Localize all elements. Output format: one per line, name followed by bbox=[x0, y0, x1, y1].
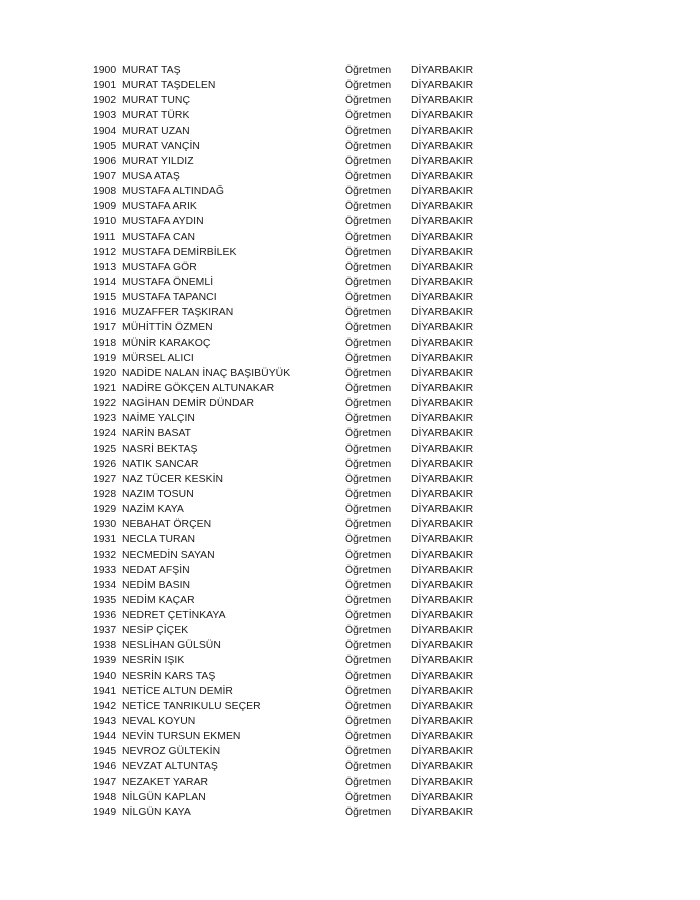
list-row bbox=[93, 63, 493, 78]
person-role: Öğretmen bbox=[345, 216, 392, 228]
list-row bbox=[93, 457, 493, 472]
person-role: Öğretmen bbox=[345, 428, 392, 440]
list-row bbox=[93, 563, 493, 578]
person-role: Öğretmen bbox=[345, 473, 392, 485]
person-name: NİLGÜN KAYA bbox=[122, 806, 191, 818]
person-name: MUSTAFA TAPANCI bbox=[122, 292, 217, 304]
person-city: DİYARBAKIR bbox=[411, 806, 474, 818]
list-row bbox=[93, 411, 493, 426]
row-number: 1930 bbox=[93, 519, 117, 531]
list-row bbox=[93, 790, 493, 805]
person-role: Öğretmen bbox=[345, 367, 392, 379]
list-row bbox=[93, 93, 493, 108]
person-role: Öğretmen bbox=[345, 746, 392, 758]
person-role: Öğretmen bbox=[345, 776, 392, 788]
person-city: DİYARBAKIR bbox=[411, 80, 474, 92]
person-role: Öğretmen bbox=[345, 231, 392, 243]
list-row bbox=[93, 472, 493, 487]
list-row bbox=[93, 578, 493, 593]
row-number: 1944 bbox=[93, 731, 117, 743]
list-row bbox=[93, 759, 493, 774]
person-city: DİYARBAKIR bbox=[411, 534, 474, 546]
person-name: MUSTAFA ARIK bbox=[122, 201, 197, 213]
person-city: DİYARBAKIR bbox=[411, 594, 474, 606]
person-role: Öğretmen bbox=[345, 806, 392, 818]
person-name: MURAT TAŞ bbox=[122, 65, 181, 76]
row-number: 1928 bbox=[93, 488, 117, 500]
row-number: 1921 bbox=[93, 382, 117, 394]
row-number: 1909 bbox=[93, 201, 117, 213]
list-row bbox=[93, 805, 493, 820]
row-number: 1925 bbox=[93, 443, 117, 455]
person-role: Öğretmen bbox=[345, 625, 392, 637]
person-name: MURAT YILDIZ bbox=[122, 155, 194, 167]
list-row bbox=[93, 729, 493, 744]
row-number: 1922 bbox=[93, 398, 117, 410]
person-city: DİYARBAKIR bbox=[411, 246, 474, 258]
row-number: 1943 bbox=[93, 716, 117, 728]
person-role: Öğretmen bbox=[345, 761, 392, 773]
list-row bbox=[93, 184, 493, 199]
person-city: DİYARBAKIR bbox=[411, 731, 474, 743]
person-city: DİYARBAKIR bbox=[411, 292, 474, 304]
person-role: Öğretmen bbox=[345, 276, 392, 288]
list-row bbox=[93, 320, 493, 335]
person-city: DİYARBAKIR bbox=[411, 473, 474, 485]
person-name: NAİME YALÇIN bbox=[122, 413, 195, 425]
person-city: DİYARBAKIR bbox=[411, 337, 474, 349]
row-number: 1929 bbox=[93, 504, 117, 516]
row-number: 1935 bbox=[93, 594, 117, 606]
row-number: 1932 bbox=[93, 549, 117, 561]
person-name: MÜHİTTİN ÖZMEN bbox=[122, 322, 213, 334]
list-row bbox=[93, 245, 493, 260]
person-role: Öğretmen bbox=[345, 716, 392, 728]
person-role: Öğretmen bbox=[345, 95, 392, 107]
list-row bbox=[93, 502, 493, 517]
person-city: DİYARBAKIR bbox=[411, 322, 474, 334]
row-number: 1915 bbox=[93, 292, 117, 304]
person-city: DİYARBAKIR bbox=[411, 776, 474, 788]
person-name: NEDİM KAÇAR bbox=[122, 594, 195, 606]
row-number: 1926 bbox=[93, 458, 117, 470]
row-number: 1914 bbox=[93, 276, 117, 288]
list-row bbox=[93, 623, 493, 638]
person-role: Öğretmen bbox=[345, 504, 392, 516]
row-number: 1910 bbox=[93, 216, 117, 228]
row-number: 1902 bbox=[93, 95, 117, 107]
person-city: DİYARBAKIR bbox=[411, 791, 474, 803]
row-number: 1907 bbox=[93, 170, 117, 182]
person-city: DİYARBAKIR bbox=[411, 700, 474, 712]
person-city: DİYARBAKIR bbox=[411, 716, 474, 728]
person-name: NESRİN IŞIK bbox=[122, 655, 185, 667]
person-role: Öğretmen bbox=[345, 791, 392, 803]
person-name: MUSTAFA GÖR bbox=[122, 261, 197, 273]
person-role: Öğretmen bbox=[345, 261, 392, 273]
person-name: NEDAT AFŞİN bbox=[122, 564, 190, 576]
person-city: DİYARBAKIR bbox=[411, 761, 474, 773]
person-city: DİYARBAKIR bbox=[411, 413, 474, 425]
person-name: MURAT TAŞDELEN bbox=[122, 80, 216, 92]
person-name: NECLA TURAN bbox=[122, 534, 196, 546]
person-name: NATIK SANCAR bbox=[122, 458, 199, 470]
person-role: Öğretmen bbox=[345, 655, 392, 667]
person-city: DİYARBAKIR bbox=[411, 428, 474, 440]
row-number: 1918 bbox=[93, 337, 117, 349]
person-role: Öğretmen bbox=[345, 458, 392, 470]
row-number: 1924 bbox=[93, 428, 117, 440]
person-name: NEDİM BASIN bbox=[122, 579, 191, 591]
person-city: DİYARBAKIR bbox=[411, 610, 474, 622]
person-name: MURAT TUNÇ bbox=[122, 95, 191, 107]
list-row bbox=[93, 108, 493, 123]
person-role: Öğretmen bbox=[345, 594, 392, 606]
person-role: Öğretmen bbox=[345, 640, 392, 652]
person-name: NEVZAT ALTUNTAŞ bbox=[122, 761, 218, 773]
list-row bbox=[93, 442, 493, 457]
list-row bbox=[93, 290, 493, 305]
person-role: Öğretmen bbox=[345, 534, 392, 546]
person-city: DİYARBAKIR bbox=[411, 276, 474, 288]
row-number: 1934 bbox=[93, 579, 117, 591]
list-row bbox=[93, 336, 493, 351]
person-role: Öğretmen bbox=[345, 670, 392, 682]
person-role: Öğretmen bbox=[345, 731, 392, 743]
list-row bbox=[93, 608, 493, 623]
list-row bbox=[93, 381, 493, 396]
person-name: MUZAFFER TAŞKIRAN bbox=[122, 307, 234, 319]
row-number: 1941 bbox=[93, 685, 117, 697]
person-role: Öğretmen bbox=[345, 170, 392, 182]
person-city: DİYARBAKIR bbox=[411, 216, 474, 228]
row-number: 1912 bbox=[93, 246, 117, 258]
person-name: MUSTAFA AYDIN bbox=[122, 216, 204, 228]
person-role: Öğretmen bbox=[345, 519, 392, 531]
list-row bbox=[93, 714, 493, 729]
person-name: NETİCE ALTUN DEMİR bbox=[122, 685, 233, 697]
person-city: DİYARBAKIR bbox=[411, 95, 474, 107]
list-row bbox=[93, 154, 493, 169]
person-name: MUSTAFA ÖNEMLİ bbox=[122, 276, 214, 288]
row-number: 1903 bbox=[93, 110, 117, 122]
person-city: DİYARBAKIR bbox=[411, 564, 474, 576]
list-row bbox=[93, 426, 493, 441]
person-name: NEBAHAT ÖRÇEN bbox=[122, 519, 212, 531]
row-number: 1905 bbox=[93, 140, 117, 152]
row-number: 1931 bbox=[93, 534, 117, 546]
person-name: NEVROZ GÜLTEKİN bbox=[122, 746, 221, 758]
list-row bbox=[93, 230, 493, 245]
list-row bbox=[93, 487, 493, 502]
row-number: 1945 bbox=[93, 746, 117, 758]
person-city: DİYARBAKIR bbox=[411, 125, 474, 137]
person-city: DİYARBAKIR bbox=[411, 685, 474, 697]
person-name: NADİRE GÖKÇEN ALTUNAKAR bbox=[122, 382, 275, 394]
person-name: NESİP ÇİÇEK bbox=[122, 625, 189, 637]
person-name: MUSTAFA CAN bbox=[122, 231, 196, 243]
list-row bbox=[93, 275, 493, 290]
row-number: 1947 bbox=[93, 776, 117, 788]
list-row bbox=[93, 684, 493, 699]
person-role: Öğretmen bbox=[345, 443, 392, 455]
row-number: 1911 bbox=[93, 231, 116, 243]
person-name: MUSA ATAŞ bbox=[122, 170, 180, 182]
person-city: DİYARBAKIR bbox=[411, 746, 474, 758]
person-name: NEVİN TURSUN EKMEN bbox=[122, 731, 241, 743]
person-role: Öğretmen bbox=[345, 413, 392, 425]
row-number: 1936 bbox=[93, 610, 117, 622]
list-row bbox=[93, 199, 493, 214]
person-role: Öğretmen bbox=[345, 80, 392, 92]
person-role: Öğretmen bbox=[345, 579, 392, 591]
person-name: NİLGÜN KAPLAN bbox=[122, 791, 206, 803]
person-city: DİYARBAKIR bbox=[411, 488, 474, 500]
list-row bbox=[93, 169, 493, 184]
person-city: DİYARBAKIR bbox=[411, 261, 474, 273]
row-number: 1901 bbox=[93, 80, 117, 92]
person-city: DİYARBAKIR bbox=[411, 398, 474, 410]
person-role: Öğretmen bbox=[345, 382, 392, 394]
person-name: MÜRSEL ALICI bbox=[122, 352, 194, 364]
row-number: 1916 bbox=[93, 307, 117, 319]
person-city: DİYARBAKIR bbox=[411, 504, 474, 516]
person-name: MURAT TÜRK bbox=[122, 110, 190, 122]
person-role: Öğretmen bbox=[345, 110, 392, 122]
person-role: Öğretmen bbox=[345, 292, 392, 304]
list-row bbox=[93, 638, 493, 653]
person-role: Öğretmen bbox=[345, 186, 392, 198]
person-role: Öğretmen bbox=[345, 155, 392, 167]
list-row bbox=[93, 744, 493, 759]
person-role: Öğretmen bbox=[345, 322, 392, 334]
row-number: 1913 bbox=[93, 261, 117, 273]
person-city: DİYARBAKIR bbox=[411, 155, 474, 167]
person-name: MURAT VANÇİN bbox=[122, 140, 200, 152]
row-number: 1906 bbox=[93, 155, 117, 167]
list-row bbox=[93, 699, 493, 714]
person-role: Öğretmen bbox=[345, 700, 392, 712]
list-row bbox=[93, 366, 493, 381]
row-number: 1938 bbox=[93, 640, 117, 652]
person-city: DİYARBAKIR bbox=[411, 549, 474, 561]
person-city: DİYARBAKIR bbox=[411, 458, 474, 470]
list-row bbox=[93, 78, 493, 93]
person-name: NESLİHAN GÜLSÜN bbox=[122, 640, 221, 652]
row-number: 1933 bbox=[93, 564, 117, 576]
person-city: DİYARBAKIR bbox=[411, 231, 474, 243]
list-row bbox=[93, 305, 493, 320]
row-number: 1927 bbox=[93, 473, 117, 485]
row-number: 1939 bbox=[93, 655, 117, 667]
person-name: NECMEDİN SAYAN bbox=[122, 549, 215, 561]
person-name: MUSTAFA ALTINDAĞ bbox=[122, 186, 225, 198]
person-role: Öğretmen bbox=[345, 246, 392, 258]
person-name: NESRİN KARS TAŞ bbox=[122, 670, 216, 682]
person-name: MUSTAFA DEMİRBİLEK bbox=[122, 246, 237, 258]
row-number: 1908 bbox=[93, 186, 117, 198]
person-city: DİYARBAKIR bbox=[411, 382, 474, 394]
person-name: NADİDE NALAN İNAÇ BAŞIBÜYÜK bbox=[122, 367, 291, 379]
row-number: 1942 bbox=[93, 700, 117, 712]
list-row bbox=[93, 396, 493, 411]
person-name: NEVAL KOYUN bbox=[122, 716, 196, 728]
row-number: 1946 bbox=[93, 761, 117, 773]
person-role: Öğretmen bbox=[345, 398, 392, 410]
person-role: Öğretmen bbox=[345, 125, 392, 137]
person-city: DİYARBAKIR bbox=[411, 65, 474, 76]
person-name: NEZAKET YARAR bbox=[122, 776, 209, 788]
list-row bbox=[93, 653, 493, 668]
list-row bbox=[93, 139, 493, 154]
list-row bbox=[93, 517, 493, 532]
list-row bbox=[93, 532, 493, 547]
person-city: DİYARBAKIR bbox=[411, 625, 474, 637]
row-number: 1937 bbox=[93, 625, 117, 637]
row-number: 1919 bbox=[93, 352, 117, 364]
person-name: MÜNİR KARAKOÇ bbox=[122, 337, 211, 349]
person-city: DİYARBAKIR bbox=[411, 640, 474, 652]
row-number: 1948 bbox=[93, 791, 117, 803]
list-row bbox=[93, 775, 493, 790]
person-name: NAZİM KAYA bbox=[122, 504, 184, 516]
person-city: DİYARBAKIR bbox=[411, 367, 474, 379]
person-city: DİYARBAKIR bbox=[411, 110, 474, 122]
person-role: Öğretmen bbox=[345, 488, 392, 500]
row-number: 1923 bbox=[93, 413, 117, 425]
person-role: Öğretmen bbox=[345, 685, 392, 697]
list-row bbox=[93, 214, 493, 229]
person-name: NETİCE TANRIKULU SEÇER bbox=[122, 700, 261, 712]
person-city: DİYARBAKIR bbox=[411, 670, 474, 682]
person-city: DİYARBAKIR bbox=[411, 170, 474, 182]
list-row bbox=[93, 351, 493, 366]
person-city: DİYARBAKIR bbox=[411, 352, 474, 364]
person-role: Öğretmen bbox=[345, 65, 392, 76]
list-row bbox=[93, 669, 493, 684]
person-name: MURAT UZAN bbox=[122, 125, 190, 137]
person-role: Öğretmen bbox=[345, 549, 392, 561]
person-role: Öğretmen bbox=[345, 610, 392, 622]
person-city: DİYARBAKIR bbox=[411, 443, 474, 455]
list-row bbox=[93, 548, 493, 563]
person-name: NARİN BASAT bbox=[122, 428, 192, 440]
person-city: DİYARBAKIR bbox=[411, 186, 474, 198]
person-city: DİYARBAKIR bbox=[411, 201, 474, 213]
person-role: Öğretmen bbox=[345, 352, 392, 364]
person-role: Öğretmen bbox=[345, 307, 392, 319]
personnel-list bbox=[93, 63, 493, 820]
person-role: Öğretmen bbox=[345, 337, 392, 349]
list-row bbox=[93, 124, 493, 139]
row-number: 1949 bbox=[93, 806, 117, 818]
row-number: 1917 bbox=[93, 322, 117, 334]
person-name: NASRİ BEKTAŞ bbox=[122, 443, 198, 455]
person-role: Öğretmen bbox=[345, 564, 392, 576]
person-name: NAGİHAN DEMİR DÜNDAR bbox=[122, 398, 255, 410]
row-number: 1920 bbox=[93, 367, 117, 379]
person-city: DİYARBAKIR bbox=[411, 519, 474, 531]
person-city: DİYARBAKIR bbox=[411, 579, 474, 591]
person-city: DİYARBAKIR bbox=[411, 140, 474, 152]
person-name: NAZIM TOSUN bbox=[122, 488, 194, 500]
person-role: Öğretmen bbox=[345, 140, 392, 152]
row-number: 1940 bbox=[93, 670, 117, 682]
row-number: 1900 bbox=[93, 65, 117, 76]
person-name: NEDRET ÇETİNKAYA bbox=[122, 610, 226, 622]
person-city: DİYARBAKIR bbox=[411, 655, 474, 667]
person-role: Öğretmen bbox=[345, 201, 392, 213]
person-name: NAZ TÜCER KESKİN bbox=[122, 473, 224, 485]
list-row bbox=[93, 260, 493, 275]
list-row bbox=[93, 593, 493, 608]
row-number: 1904 bbox=[93, 125, 117, 137]
person-city: DİYARBAKIR bbox=[411, 307, 474, 319]
